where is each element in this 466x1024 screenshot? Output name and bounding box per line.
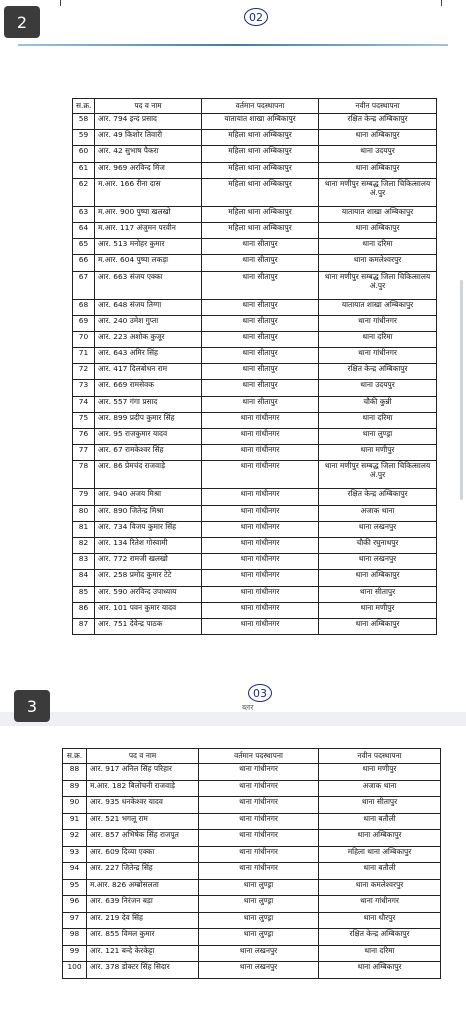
serial-cell: 85 [73,586,95,602]
table-bottom-remnant [60,0,442,6]
new-posting-cell: थाना मणीपुर [319,445,437,461]
new-posting-cell: रक्षित केन्द्र अम्बिकापुर [319,114,437,130]
current-posting-cell: थाना सीतापुर [202,271,319,299]
table-row [73,602,437,618]
new-posting-cell: थाना गांधीनगर [319,896,441,913]
current-posting-cell: थाना सीतापुर [202,396,319,412]
new-posting-cell: थाना अम्बिकापुर [319,830,441,847]
current-posting-cell: महिला थाना अम्बिकापुर [202,146,319,162]
scan-mark: ब्लर [242,703,254,712]
name-cell: आर. 513 मनोहर कुमार [95,239,202,255]
table-row [73,222,437,238]
name-cell: आर. 669 रामसेवक [95,380,202,396]
name-cell: आर. 42 सुभाष पैकरा [95,146,202,162]
current-posting-cell: थाना गांधीनगर [202,505,319,521]
current-posting-cell: थाना सीतापुर [202,315,319,331]
serial-cell: 96 [63,896,87,913]
name-cell: आर. 857 अभिषेक सिंह राजपूत [87,830,199,847]
current-posting-cell: थाना गांधीनगर [199,780,319,797]
page-number-3: 03 [248,684,272,702]
table-row [63,797,441,814]
table-row [63,962,441,979]
serial-cell: 88 [63,764,87,781]
current-posting-cell: थाना गांधीनगर [202,429,319,445]
serial-cell: 95 [63,879,87,896]
name-cell: आर. 258 प्रमोद कुमार टेटे [95,570,202,586]
new-posting-cell: थाना मणीपुर सम्बद्ध जिला चिकित्सालय अं.पुर [319,461,437,489]
new-posting-cell: थाना लखनपुर [319,554,437,570]
header-new-posting: नवीन पदस्थापना [319,749,441,764]
serial-cell: 93 [63,846,87,863]
serial-cell: 82 [73,537,95,553]
new-posting-cell: रक्षित केन्द्र अम्बिकापुर [319,929,441,946]
table-row [73,364,437,380]
name-cell: आर. 590 अरविन्द उपाध्याय [95,586,202,602]
table-body [63,764,441,979]
table-row [73,315,437,331]
name-cell: आर. 223 अशोक कुजूर [95,331,202,347]
new-posting-cell: थाना गांधीनगर [319,315,437,331]
current-posting-cell: महिला थाना अम्बिकापुर [202,222,319,238]
current-posting-cell: यातायात शाखा अम्बिकापुर [202,114,319,130]
serial-cell: 86 [73,602,95,618]
new-posting-cell: रक्षित केन्द्र अम्बिकापुर [319,364,437,380]
new-posting-cell: थाना अम्बिकापुर [319,162,437,178]
name-cell: आर. 557 गंगा प्रसाद [95,396,202,412]
new-posting-cell: थाना लखनपुर [319,521,437,537]
serial-cell: 79 [73,489,95,505]
name-cell: आर. 734 विजय कुमार सिंह [95,521,202,537]
new-posting-cell: अजाक थाना [319,780,441,797]
header-name: पद व नाम [95,99,202,114]
table-row [63,846,441,863]
transfer-table-1 [72,98,437,635]
new-posting-cell: थाना दरिमा [319,331,437,347]
name-cell: आर. 648 संजय तिग्गा [95,299,202,315]
name-cell: आर. 935 धनकेश्वर यादव [87,797,199,814]
table-row [73,618,437,634]
serial-cell: 97 [63,912,87,929]
serial-cell: 80 [73,505,95,521]
table-row [73,429,437,445]
current-posting-cell: थाना गांधीनगर [202,461,319,489]
table-row [73,206,437,222]
name-cell: आर. 940 अजय मिश्रा [95,489,202,505]
current-posting-cell: थाना गांधीनगर [199,846,319,863]
name-cell: आर. 95 राजकुमार यादव [95,429,202,445]
table-row [73,271,437,299]
name-cell: आर. 378 डोक्टर सिंह सिदार [87,962,199,979]
current-posting-cell: थाना सीतापुर [202,331,319,347]
current-posting-cell: थाना लुण्ड्रा [199,879,319,896]
serial-cell: 68 [73,299,95,315]
table-row [73,505,437,521]
table-row [73,461,437,489]
new-posting-cell: थाना उदयपुर [319,146,437,162]
table-row [73,537,437,553]
serial-cell: 64 [73,222,95,238]
current-posting-cell: थाना लखनपुर [199,945,319,962]
header-current-posting: वर्तमान पदस्थापना [199,749,319,764]
serial-cell: 87 [73,618,95,634]
current-posting-cell: थाना गांधीनगर [202,489,319,505]
new-posting-cell: थाना मणीपुर [319,602,437,618]
serial-cell: 100 [63,962,87,979]
table-row [73,380,437,396]
serial-cell: 59 [73,130,95,146]
current-posting-cell: थाना गांधीनगर [202,602,319,618]
table-row [73,239,437,255]
serial-cell: 72 [73,364,95,380]
table-row [73,570,437,586]
table-row [63,830,441,847]
serial-cell: 61 [73,162,95,178]
current-posting-cell: थाना गांधीनगर [202,445,319,461]
new-posting-cell: थाना दरिमा [319,412,437,428]
current-posting-cell: थाना गांधीनगर [202,554,319,570]
current-posting-cell: थाना गांधीनगर [202,521,319,537]
serial-cell: 70 [73,331,95,347]
name-cell: आर. 890 जितेन्द्र मिश्रा [95,505,202,521]
new-posting-cell: थाना मणीपुर सम्बद्ध जिला चिकित्सालय अं.पुर [319,178,437,206]
table-row [63,764,441,781]
new-posting-cell: थाना बतौली [319,863,441,880]
name-cell: आर. 240 उमेश गुप्ता [95,315,202,331]
serial-cell: 94 [63,863,87,880]
serial-cell: 78 [73,461,95,489]
new-posting-cell: थाना बतौली [319,813,441,830]
serial-cell: 83 [73,554,95,570]
page-2-footer-strip [0,0,466,56]
serial-cell: 58 [73,114,95,130]
current-posting-cell: थाना सीतापुर [202,299,319,315]
table-row [73,255,437,271]
table-row [73,331,437,347]
header-new-posting: नवीन पदस्थापना [319,99,437,114]
current-posting-cell: थाना गांधीनगर [202,412,319,428]
name-cell: आर. 227 जितेन्द्र सिंह [87,863,199,880]
name-cell: आर. 917 अनिल सिंह परिहार [87,764,199,781]
current-posting-cell: थाना गांधीनगर [199,797,319,814]
current-posting-cell: थाना गांधीनगर [199,863,319,880]
table-row [73,554,437,570]
table-row [73,445,437,461]
current-posting-cell: थाना गांधीनगर [202,537,319,553]
current-posting-cell: थाना लखनपुर [199,962,319,979]
new-posting-cell: थाना अम्बिकापुर [319,130,437,146]
serial-cell: 90 [63,797,87,814]
table-row [63,863,441,880]
name-cell: आर. 219 देव सिंह [87,912,199,929]
page-number-2: 02 [244,8,268,26]
new-posting-cell: थाना अम्बिकापुर [319,618,437,634]
name-cell: म.आर. 900 पुष्पा खलखो [95,206,202,222]
new-posting-cell: महिला थाना अम्बिकापुर [319,846,441,863]
name-cell: आर. 417 दिलबोधन राम [95,364,202,380]
new-posting-cell: थाना कमलेश्वरपुर [319,879,441,896]
current-posting-cell: थाना गांधीनगर [202,570,319,586]
header-name: पद व नाम [87,749,199,764]
name-cell: आर. 663 संजय एक्का [95,271,202,299]
new-posting-cell: थाना सीतापुर [319,586,437,602]
name-cell: आर. 969 अरविन्द मिंज [95,162,202,178]
current-posting-cell: थाना लुण्ड्रा [199,912,319,929]
current-posting-cell: महिला थाना अम्बिकापुर [202,162,319,178]
table-row [73,489,437,505]
name-cell: आर. 134 रितेश गोस्वामी [95,537,202,553]
table-body [73,114,437,635]
current-posting-cell: थाना लुण्ड्रा [199,929,319,946]
serial-cell: 76 [73,429,95,445]
current-posting-cell: थाना सीतापुर [202,380,319,396]
current-posting-cell: थाना सीतापुर [202,255,319,271]
serial-cell: 69 [73,315,95,331]
table-row [73,146,437,162]
serial-cell: 92 [63,830,87,847]
new-posting-cell: थाना दरिमा [319,239,437,255]
header-serial: स.क्र. [63,749,87,764]
new-posting-cell: थाना धौरपुर [319,912,441,929]
name-cell: म.आर. 166 रीना दास [95,178,202,206]
table-header-row [73,99,437,114]
serial-cell: 77 [73,445,95,461]
header-current-posting: वर्तमान पदस्थापना [202,99,319,114]
current-posting-cell: थाना गांधीनगर [199,764,319,781]
serial-cell: 84 [73,570,95,586]
serial-cell: 66 [73,255,95,271]
page-badge-3: 3 [14,690,50,722]
new-posting-cell: थाना अम्बिकापुर [319,222,437,238]
current-posting-cell: थाना गांधीनगर [202,618,319,634]
serial-cell: 75 [73,412,95,428]
new-posting-cell: थाना सीतापुर [319,797,441,814]
current-posting-cell: थाना सीतापुर [202,348,319,364]
name-cell: म.आर. 604 पुष्पा लकड़ा [95,255,202,271]
name-cell: आर. 67 रामकेश्वर सिंह [95,445,202,461]
name-cell: आर. 521 भगलू राम [87,813,199,830]
new-posting-cell: चौकी रघुनाथपुर [319,537,437,553]
scrollbar[interactable] [460,280,463,500]
new-posting-cell: थाना अम्बिकापुर [319,570,437,586]
table-row [63,929,441,946]
serial-cell: 65 [73,239,95,255]
name-cell: आर. 101 पवन कुमार यादव [95,602,202,618]
new-posting-cell: यातायात शाखा अम्बिकापुर [319,299,437,315]
name-cell: आर. 899 प्रदीप कुमार सिंह [95,412,202,428]
new-posting-cell: थाना कमलेश्वरपुर [319,255,437,271]
serial-cell: 81 [73,521,95,537]
new-posting-cell: चौकी कुन्नी [319,396,437,412]
serial-cell: 60 [73,146,95,162]
current-posting-cell: थाना गांधीनगर [199,813,319,830]
table-row [73,521,437,537]
name-cell: आर. 609 दिव्या एक्का [87,846,199,863]
current-posting-cell: थाना गांधीनगर [199,830,319,847]
table-row [73,162,437,178]
table-row [63,912,441,929]
new-posting-cell: थाना लुण्ड्रा [319,429,437,445]
serial-cell: 62 [73,178,95,206]
name-cell: म.आर. 182 बिलोचनी राजवाड़े [87,780,199,797]
name-cell: म.आर. 826 अम्ब्रोसलता [87,879,199,896]
current-posting-cell: थाना सीतापुर [202,364,319,380]
table-row [63,896,441,913]
new-posting-cell: अजाक थाना [319,505,437,521]
current-posting-cell: थाना गांधीनगर [202,586,319,602]
serial-cell: 63 [73,206,95,222]
page-badge-2: 2 [4,6,40,38]
current-posting-cell: थाना सीतापुर [202,239,319,255]
name-cell: आर. 751 देवेन्द्र पाठक [95,618,202,634]
table-row [73,348,437,364]
current-posting-cell: महिला थाना अम्बिकापुर [202,178,319,206]
new-posting-cell: थाना दरिमा [319,945,441,962]
table-row [63,879,441,896]
name-cell: आर. 121 बन्दे केरकेट्टा [87,945,199,962]
table-row [73,299,437,315]
new-posting-cell: थाना गांधीनगर [319,348,437,364]
name-cell: आर. 772 रामजी खलखो [95,554,202,570]
name-cell: आर. 794 इन्द प्रसाद [95,114,202,130]
serial-cell: 89 [63,780,87,797]
new-posting-cell: थाना अम्बिकापुर [319,962,441,979]
new-posting-cell: थाना मणीपुर [319,764,441,781]
table-row [63,813,441,830]
table-row [73,114,437,130]
new-posting-cell: थाना उदयपुर [319,380,437,396]
table-row [73,412,437,428]
current-posting-cell: महिला थाना अम्बिकापुर [202,206,319,222]
name-cell: आर. 855 विमल कुमार [87,929,199,946]
serial-cell: 99 [63,945,87,962]
current-posting-cell: थाना लुण्ड्रा [199,896,319,913]
table-row [73,396,437,412]
current-posting-cell: महिला थाना अम्बिकापुर [202,130,319,146]
new-posting-cell: रक्षित केन्द्र अम्बिकापुर [319,489,437,505]
table-row [73,586,437,602]
page-divider [18,44,448,46]
page-gap [0,712,466,726]
new-posting-cell: थाना मणीपुर सम्बद्ध जिला चिकित्सालय अं.पुर [319,271,437,299]
serial-cell: 73 [73,380,95,396]
name-cell: आर. 639 निरंजन बड़ा [87,896,199,913]
new-posting-cell: यातायात शाखा अम्बिकापुर [319,206,437,222]
table-row [63,780,441,797]
name-cell: म.आर. 117 अंजुमन परवीन [95,222,202,238]
table-row [63,945,441,962]
name-cell: आर. 643 अमिर सिंह [95,348,202,364]
serial-cell: 67 [73,271,95,299]
serial-cell: 98 [63,929,87,946]
table-header-row [63,749,441,764]
name-cell: आर. 49 किशोर तिवारी [95,130,202,146]
name-cell: आर. 86 प्रेमचंद राजवाड़े [95,461,202,489]
table-row [73,178,437,206]
header-serial: स.क्र. [73,99,95,114]
serial-cell: 71 [73,348,95,364]
transfer-table-2 [62,748,441,979]
table-row [73,130,437,146]
serial-cell: 74 [73,396,95,412]
serial-cell: 91 [63,813,87,830]
